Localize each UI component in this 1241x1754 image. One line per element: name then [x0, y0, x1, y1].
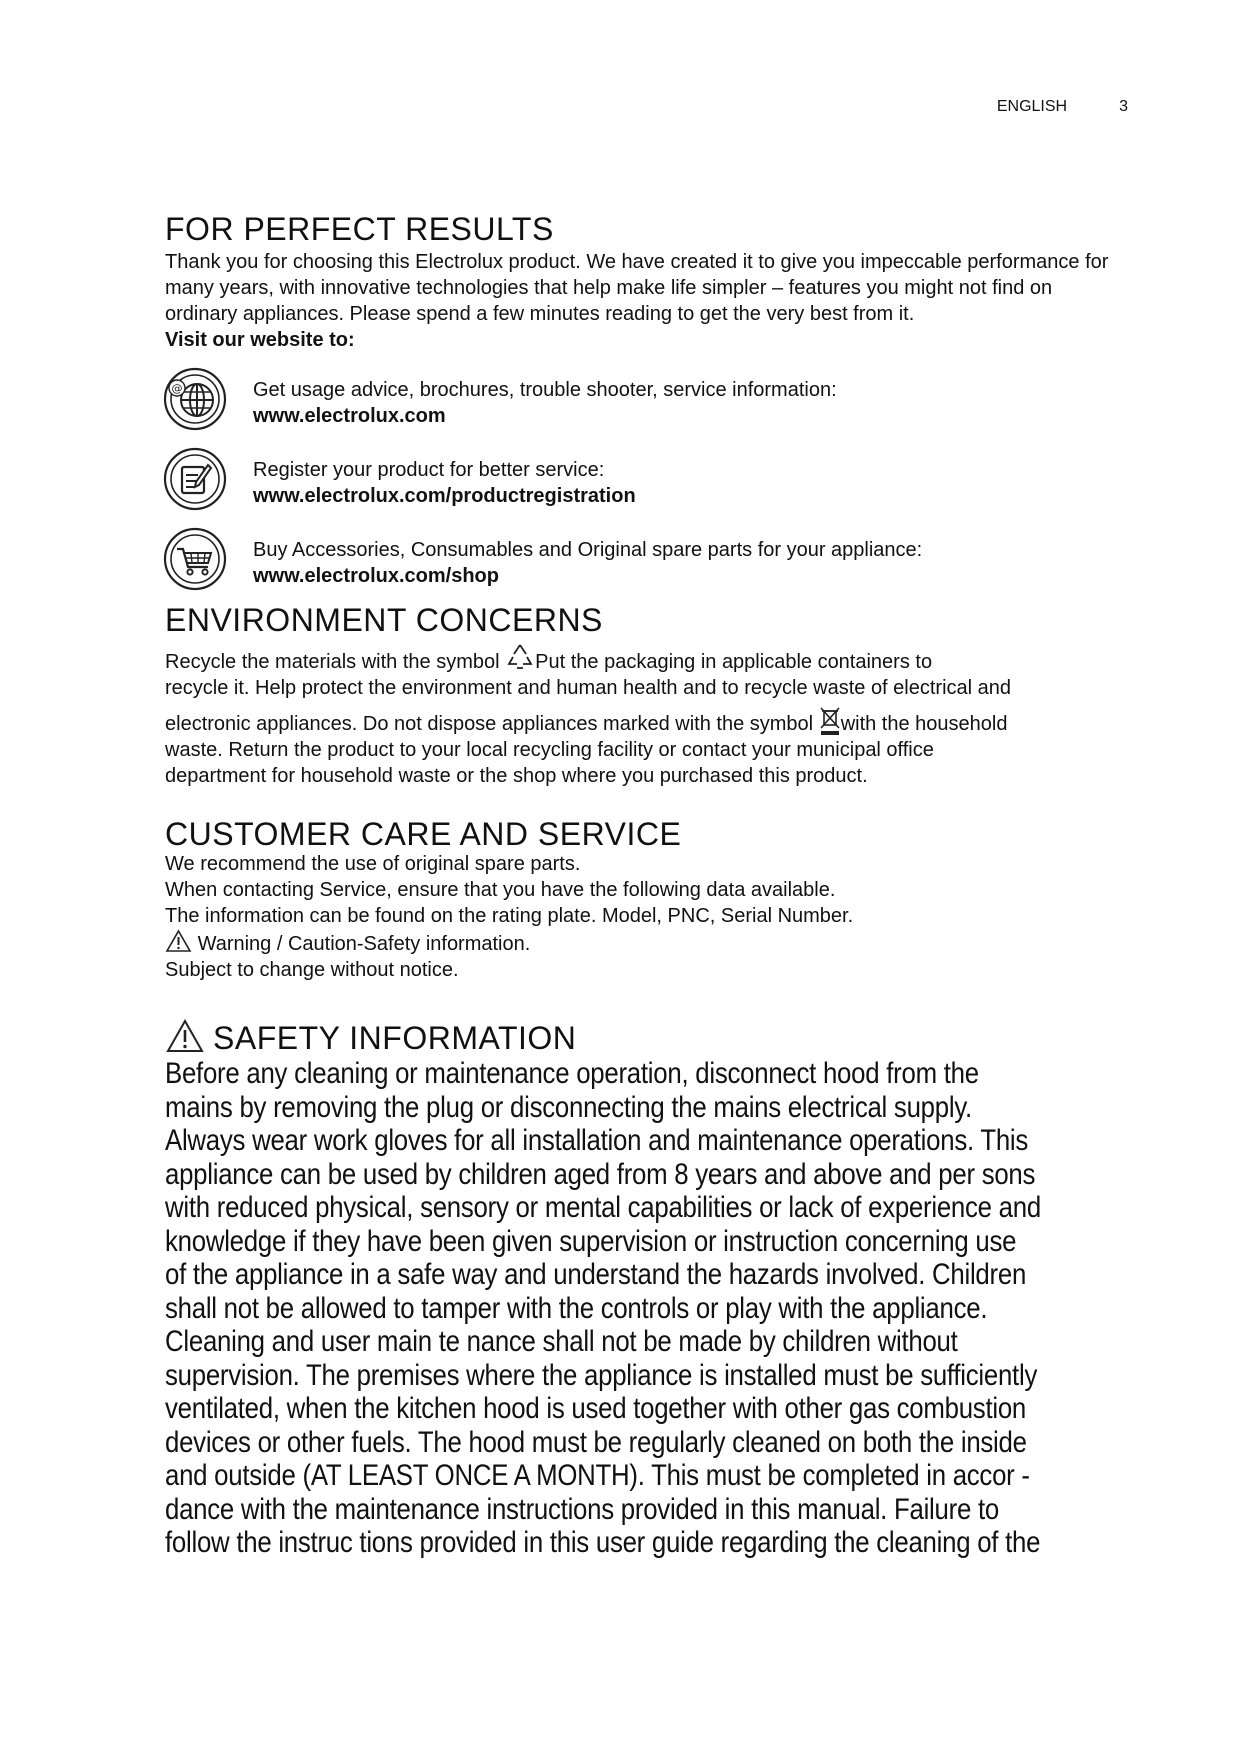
- usage-description: Get usage advice, brochures, trouble shooter, service information:: [253, 379, 837, 401]
- safety-body: [165, 1057, 1137, 1560]
- website-row-registration: [165, 447, 1125, 527]
- customer-care-line-5: Subject to change without notice.: [165, 959, 459, 981]
- safety-line: Before any cleaning or maintenance operation, disconnect hood from the: [165, 1057, 979, 1090]
- registration-url-link[interactable]: www.electrolux.com/productregistration: [253, 485, 636, 507]
- environment-title: ENVIRONMENT CONCERNS: [165, 602, 603, 638]
- safety-line: appliance can be used by children aged from 8 years and above and per sons: [165, 1157, 1036, 1191]
- registration-description: Register your product for better service:: [253, 459, 605, 481]
- environment-line-4: waste. Return the product to your local recycling facility or contact your municipal office: [165, 739, 934, 761]
- website-row-usage: [165, 367, 1125, 447]
- safety-line: Always wear work gloves for all installation and maintenance operations. This: [165, 1124, 1029, 1157]
- crossed-bin-icon: [819, 706, 841, 736]
- safety-line: of the appliance in a safe way and understand the hazards involved. Children: [165, 1258, 1027, 1291]
- environment-line-5: department for household waste or the shop where you purchased this product.: [165, 765, 868, 787]
- page-number: 3: [1119, 98, 1128, 115]
- shop-url-link[interactable]: www.electrolux.com/shop: [253, 565, 499, 587]
- environment-line-3-end: with the household: [840, 713, 1008, 735]
- intro-paragraph: Thank you for choosing this Electrolux product. We have created it to give you impeccable performance for many years, with innovative technologies that help make life simpler – features you might not find on ordinary appliances. Please spend a few minutes reading to get the very best from it.: [165, 251, 1109, 325]
- safety-line: devices or other fuels. The hood must be regularly cleaned on both the inside: [165, 1425, 1027, 1459]
- svg-text:@: @: [171, 382, 183, 395]
- warning-triangle-icon: [165, 929, 192, 953]
- environment-line-1-end: Put the packaging in applicable containers to: [535, 651, 933, 673]
- safety-line: shall not be allowed to tamper with the controls or play with the appliance.: [165, 1291, 988, 1325]
- shopping-cart-icon: [163, 527, 227, 591]
- customer-care-line-1: We recommend the use of original spare parts.: [165, 853, 581, 875]
- page-content: [165, 210, 1125, 1560]
- visit-website-label: Visit our website to:: [165, 329, 355, 351]
- safety-title: SAFETY INFORMATION: [213, 1020, 577, 1056]
- usage-url-link[interactable]: www.electrolux.com: [253, 405, 446, 427]
- safety-line: Cleaning and user main te nance shall not be made by children without: [165, 1325, 958, 1358]
- warning-text: Warning / Caution-Safety information.: [197, 933, 531, 955]
- website-row-shop: [165, 527, 1125, 607]
- safety-line: ventilated, when the kitchen hood is used together with other gas combustion: [165, 1392, 1027, 1425]
- customer-care-title: CUSTOMER CARE AND SERVICE: [165, 816, 682, 852]
- globe-icon: [163, 367, 227, 431]
- website-text-registration: [253, 447, 636, 509]
- safety-line: supervision. The premises where the appliance is installed must be sufficiently: [165, 1358, 1038, 1392]
- safety-line: knowledge if they have been given supervision or instruction concerning use: [165, 1224, 1017, 1258]
- environment-section: [165, 601, 1125, 789]
- environment-line-3-start: electronic appliances. Do not dispose appliances marked with the symbol: [165, 713, 819, 735]
- environment-line-2: recycle it. Help protect the environment and human health and to recycle waste of electrical and: [165, 677, 1012, 699]
- recycle-icon: [505, 642, 535, 672]
- customer-care-line-3: The information can be found on the rating plate. Model, PNC, Serial Number.: [165, 905, 854, 927]
- safety-line: with reduced physical, sensory or mental capabilities or lack of experience and: [165, 1191, 1041, 1224]
- environment-line-3: [165, 711, 1125, 737]
- customer-care-section: [165, 815, 1125, 983]
- environment-line-1-start: Recycle the materials with the symbol: [165, 651, 506, 673]
- warning-line: [165, 929, 1125, 957]
- environment-line-1: [165, 649, 1125, 675]
- warning-triangle-large-icon: [165, 1018, 205, 1054]
- language-label: ENGLISH: [996, 98, 1068, 115]
- safety-line: follow the instruc tions provided in this user guide regarding the cleaning of the: [165, 1526, 1041, 1559]
- customer-care-line-2: When contacting Service, ensure that you have the following data available.: [165, 879, 836, 901]
- safety-line: and outside (AT LEAST ONCE A MONTH). This must be completed in accor -: [165, 1459, 1030, 1492]
- page-header: [997, 98, 1128, 116]
- registration-icon: [163, 447, 227, 511]
- safety-line: dance with the maintenance instructions provided in this manual. Failure to: [165, 1492, 999, 1526]
- website-text-shop: [253, 527, 922, 589]
- perfect-results-title: FOR PERFECT RESULTS: [165, 211, 554, 247]
- perfect-results-section: [165, 210, 1125, 607]
- safety-section: [165, 1019, 1125, 1560]
- shop-description: Buy Accessories, Consumables and Original spare parts for your appliance:: [253, 539, 923, 561]
- website-text-usage: [253, 367, 837, 429]
- safety-heading: [165, 1019, 1125, 1057]
- safety-line: mains by removing the plug or disconnecting the mains electrical supply.: [165, 1090, 972, 1124]
